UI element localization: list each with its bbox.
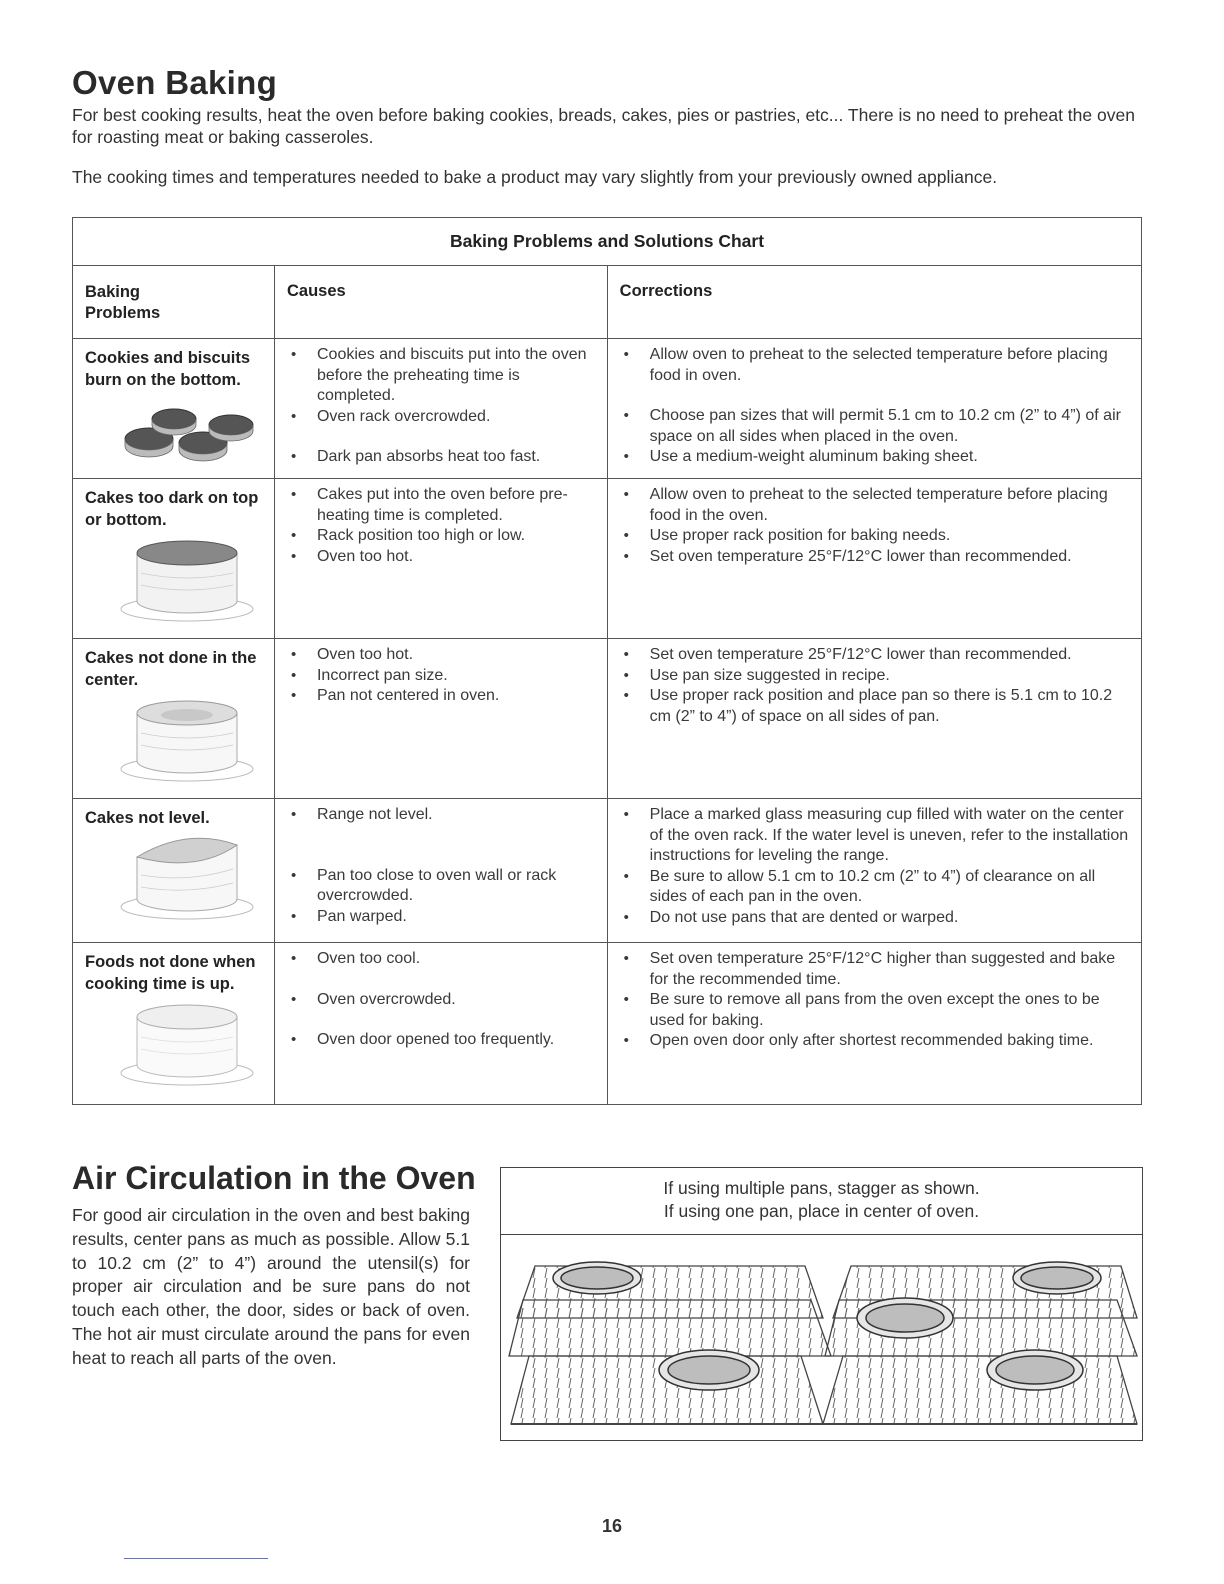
table-row	[73, 479, 1142, 639]
uneven-cake-illustration	[119, 835, 254, 920]
dark-cake-illustration	[119, 537, 254, 622]
cause-item: • Range not level.	[289, 805, 597, 826]
problem-text: Foods not done when cooking time is up.	[85, 953, 256, 993]
corrections-cell	[607, 339, 1141, 479]
pan-placement-caption	[501, 1168, 1142, 1235]
correction-item: • Do not use pans that are dented or warped.	[622, 908, 1131, 929]
baking-problems-chart	[72, 217, 1142, 1105]
chart-title-row	[73, 218, 1142, 266]
pan-placement-box	[500, 1167, 1143, 1441]
problem-text: Cakes not done in the center.	[85, 649, 257, 689]
air-circulation-title: Air Circulation in the Oven	[72, 1160, 476, 1196]
correction-item: • Set oven temperature 25°F/12°C lower than recommended.	[622, 645, 1131, 666]
cause-item: • Pan warped.	[289, 907, 597, 928]
undone-cake-illustration	[119, 1001, 254, 1086]
correction-item: • Allow oven to preheat to the selected temperature before placing food in the oven.	[622, 485, 1131, 526]
correction-item: • Be sure to allow 5.1 cm to 10.2 cm (2” to 4”) of clearance on all sides of each pan in the oven.	[622, 867, 1131, 908]
cause-item: • Dark pan absorbs heat too fast.	[289, 447, 597, 468]
corrections-cell	[607, 639, 1141, 799]
correction-item: • Use proper rack position and place pan so there is 5.1 cm to 10.2 cm (2” to 4”) of space on all sides of pan.	[622, 686, 1131, 727]
header-causes: Causes	[274, 266, 607, 339]
table-row	[73, 943, 1142, 1105]
correction-item: • Choose pan sizes that will permit 5.1 cm to 10.2 cm (2” to 4”) of air space on all sides when placed in the oven.	[622, 406, 1131, 447]
problem-cell	[73, 639, 275, 799]
intro-paragraph-1: For best cooking results, heat the oven before baking cookies, breads, cakes, pies or pastries, etc... There is no need to preheat the oven for roasting meat or baking casseroles.	[72, 105, 1135, 147]
cause-item: • Oven too cool.	[289, 949, 597, 970]
causes-cell	[274, 479, 607, 639]
causes-cell	[274, 799, 607, 943]
correction-item: • Allow oven to preheat to the selected temperature before placing food in oven.	[622, 345, 1131, 386]
page-title: Oven Baking	[72, 64, 278, 101]
header-corrections: Corrections	[607, 266, 1141, 339]
causes-cell	[274, 943, 607, 1105]
correction-item: • Use pan size suggested in recipe.	[622, 666, 1131, 687]
cause-item: • Rack position too high or low.	[289, 526, 597, 547]
cause-item: • Cakes put into the oven before pre-heating time is completed.	[289, 485, 597, 526]
problem-cell	[73, 799, 275, 943]
caption-line-2: If using one pan, place in center of oven.	[663, 1201, 980, 1221]
problem-text: Cookies and biscuits burn on the bottom.	[85, 349, 251, 389]
problem-text: Cakes not level.	[85, 809, 210, 827]
causes-cell	[274, 339, 607, 479]
correction-item: • Place a marked glass measuring cup filled with water on the center of the oven rack. If the water level is uneven, refer to the installation instructions for leveling the range.	[622, 805, 1131, 867]
right-racks	[823, 1266, 1137, 1424]
oven-racks-illustration	[505, 1238, 1139, 1438]
correction-item: • Use proper rack position for baking needs.	[622, 526, 1131, 547]
corrections-cell	[607, 943, 1141, 1105]
problem-cell	[73, 943, 275, 1105]
table-row	[73, 799, 1142, 943]
problem-cell	[73, 479, 275, 639]
table-row	[73, 339, 1142, 479]
problem-text: Cakes too dark on top or bottom.	[85, 489, 259, 529]
chart-header-row	[73, 266, 1142, 339]
correction-item: • Set oven temperature 25°F/12°C higher than suggested and bake for the recommended time.	[622, 949, 1131, 990]
cause-item: • Incorrect pan size.	[289, 666, 597, 687]
air-circulation-body: For good air circulation in the oven and best baking results, center pans as much as possible. Allow 5.1 to 10.2 cm (2” to 4”) around the utensil(s) for proper air circulation and be sure pans do not touch each other, the door, sides or back of oven. The hot air must circulate around the pans for even heat to reach all parts of the oven.	[72, 1205, 470, 1368]
correction-item: • Be sure to remove all pans from the oven except the ones to be used for baking.	[622, 990, 1131, 1031]
table-row	[73, 639, 1142, 799]
page-number: 16	[601, 1516, 623, 1536]
problem-cell	[73, 339, 275, 479]
cause-item: • Oven door opened too frequently.	[289, 1030, 597, 1051]
intro-paragraph-2: The cooking times and temperatures needed to bake a product may vary slightly from your previously owned appliance.	[72, 167, 998, 187]
correction-item: • Open oven door only after shortest recommended baking time.	[622, 1031, 1131, 1052]
cause-item: • Oven too hot.	[289, 645, 597, 666]
cause-item: • Pan not centered in oven.	[289, 686, 597, 707]
sunken-cake-illustration	[119, 697, 254, 782]
corrections-cell	[607, 799, 1141, 943]
cause-item: • Cookies and biscuits put into the oven before the preheating time is completed.	[289, 345, 597, 407]
corrections-cell	[607, 479, 1141, 639]
footer-rule	[124, 1558, 268, 1559]
correction-item: • Set oven temperature 25°F/12°C lower than recommended.	[622, 547, 1131, 568]
header-problems: Baking Problems	[73, 266, 275, 339]
left-racks	[509, 1266, 831, 1424]
cause-item: • Pan too close to oven wall or rack overcrowded.	[289, 866, 597, 907]
cause-item: • Oven overcrowded.	[289, 990, 597, 1011]
cause-item: • Oven too hot.	[289, 547, 597, 568]
cookies-illustration	[119, 397, 254, 472]
causes-cell	[274, 639, 607, 799]
cause-item: • Oven rack overcrowded.	[289, 407, 597, 428]
chart-title: Baking Problems and Solutions Chart	[73, 218, 1142, 266]
caption-line-1: If using multiple pans, stagger as shown.	[663, 1178, 980, 1198]
correction-item: • Use a medium-weight aluminum baking sheet.	[622, 447, 1131, 468]
